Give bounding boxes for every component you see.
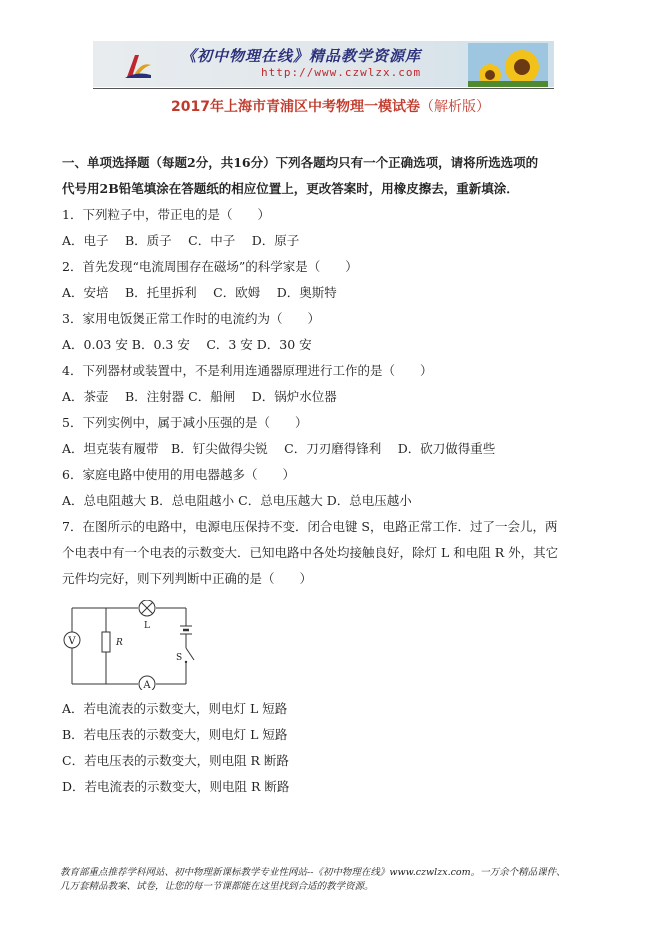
switch-label: S <box>176 653 183 663</box>
voltmeter-label: V <box>68 636 76 647</box>
q7-option-c: C．若电压表的示数变大，则电阻 R 断路 <box>62 753 289 768</box>
answer-options-1: A．电子 B．质子 C．中子 D．原子 <box>62 233 300 248</box>
page-title-main: 2017年上海市青浦区中考物理一模试卷 <box>171 99 420 115</box>
q7-option-b: B．若电压表的示数变大，则电灯 L 短路 <box>62 727 288 742</box>
section-instructions-1: 一、单项选择题（每题2分，共16分）下列各题均只有一个正确选项，请将所选选项的 <box>62 155 539 170</box>
page-footer <box>60 866 566 894</box>
circuit-diagram <box>60 600 210 690</box>
question-6: 6．家庭电路中使用的用电器越多（ ） <box>62 467 295 482</box>
banner-url: http://www.czwlzx.com <box>261 66 422 79</box>
question-3: 3．家用电饭煲正常工作时的电流约为（ ） <box>62 311 320 326</box>
header-divider <box>93 88 554 89</box>
resistor-label: R <box>116 638 123 648</box>
footer-line-2: 几万套精品教案、试卷，让您的每一节课都能在这里找到合适的教学资源。 <box>60 881 374 892</box>
question-1: 1．下列粒子中，带正电的是（ ） <box>62 207 270 222</box>
question-5: 5．下列实例中，属于减小压强的是（ ） <box>62 415 308 430</box>
header-banner <box>93 41 554 87</box>
ammeter-icon <box>139 676 155 690</box>
logo-icon <box>123 51 153 81</box>
question-7-line-1: 7．在图所示的电路中，电源电压保持不变．闭合电键 S，电路正常工作．过了一会儿，两 <box>62 519 558 534</box>
answer-options-6: A．总电阻越大 B．总电阻越小 C．总电压越大 D．总电压越小 <box>62 493 412 508</box>
banner-title: 《初中物理在线》精品教学资源库 <box>181 47 422 65</box>
resistor-icon <box>102 632 123 652</box>
battery-icon <box>180 626 192 634</box>
sunflower-icon <box>468 43 548 87</box>
q7-option-d: D．若电流表的示数变大，则电阻 R 断路 <box>62 779 290 794</box>
voltmeter-icon <box>64 632 80 648</box>
answer-options-3: A．0.03 安 B．0.3 安 C．3 安 D．30 安 <box>62 337 312 352</box>
question-7-line-2: 个电表中有一个电表的示数变大．已知电路中各处均接触良好，除灯 L 和电阻 R 外，其它 <box>62 545 559 560</box>
question-7-line-3: 元件均完好，则下列判断中正确的是（ ） <box>62 571 313 586</box>
answer-options-2: A．安培 B．托里拆利 C．欧姆 D．奥斯特 <box>62 285 337 300</box>
lamp-icon <box>139 600 155 631</box>
answer-options-5: A．坦克装有履带 B．钉尖做得尖锐 C．刀刃磨得锋利 D．砍刀做得重些 <box>62 441 496 456</box>
answer-options-4: A．茶壶 B．注射器 C．船闸 D．锅炉水位器 <box>62 389 337 404</box>
question-4: 4．下列器材或装置中，不是利用连通器原理进行工作的是（ ） <box>62 363 433 378</box>
section-instructions-2: 代号用2B铅笔填涂在答题纸的相应位置上，更改答案时，用橡皮擦去，重新填涂． <box>62 181 519 196</box>
ammeter-label: A <box>143 680 151 690</box>
switch-icon <box>176 648 194 663</box>
q7-option-a: A．若电流表的示数变大，则电灯 L 短路 <box>62 701 288 716</box>
lamp-label: L <box>144 621 150 631</box>
page-title <box>0 96 661 116</box>
footer-line-1: 教育部重点推荐学科网站、初中物理新课标教学专业性网站--《初中物理在线》www.czwlzx.com。一万余个精品课件、 <box>60 867 566 878</box>
question-2: 2．首先发现“电流周围存在磁场”的科学家是（ ） <box>62 259 358 274</box>
page-title-suffix: （解析版） <box>419 99 490 115</box>
